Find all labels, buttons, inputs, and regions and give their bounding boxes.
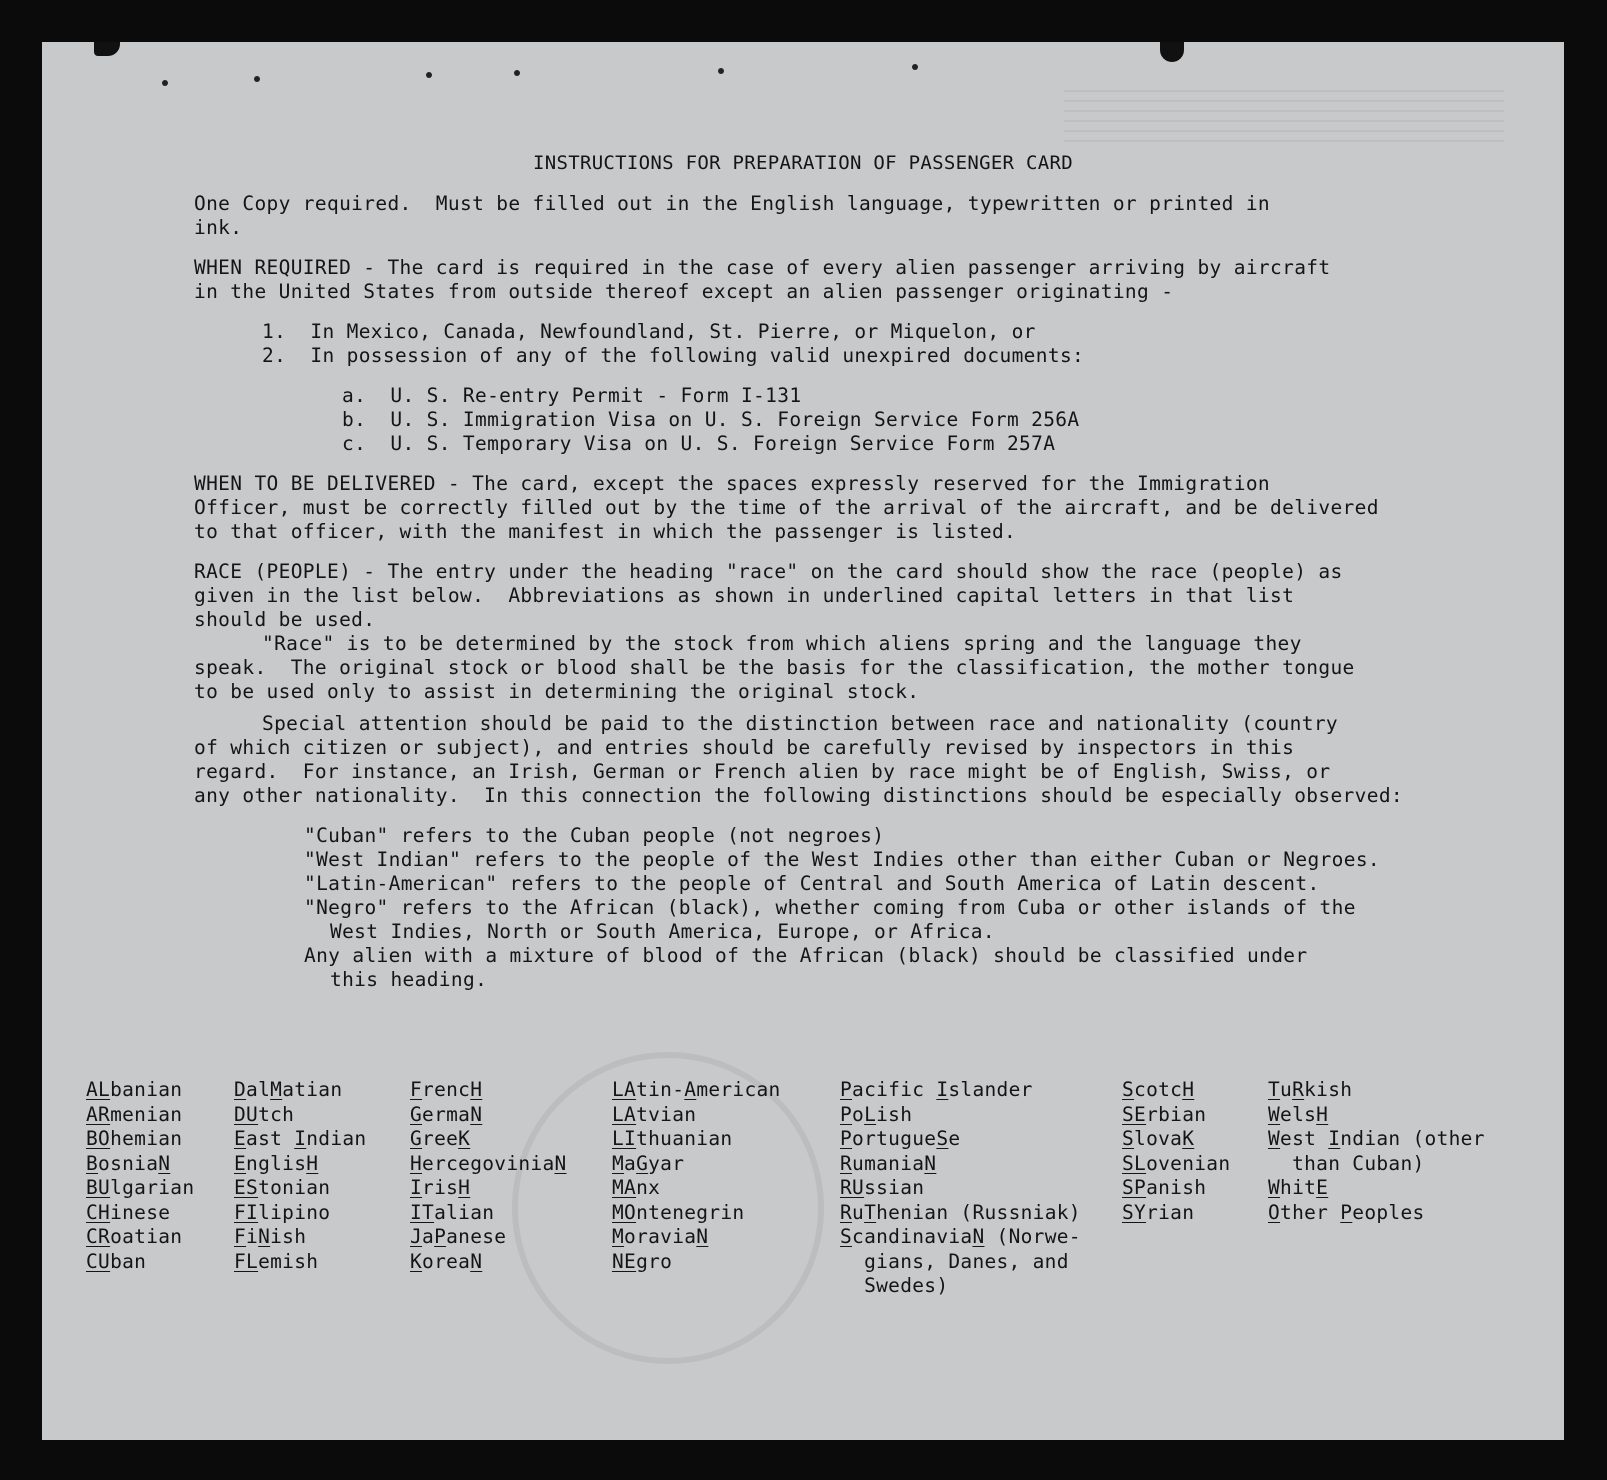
race-text: nx [636,1176,661,1199]
race-text: a [624,1151,637,1175]
race-text: ree [422,1127,459,1150]
text-line: WHEN REQUIRED - The card is required in the case of every alien passenger arriving by aircraft [194,256,1331,279]
race-text: ovenian [1146,1151,1231,1175]
race-abbreviation: LI [612,1127,637,1150]
race-column [840,1078,1081,1299]
text-line: given in the list below. Abbreviations as shown in underlined capital letters in that list [194,584,1295,607]
race-abbreviation: M [612,1151,625,1175]
race-entry [86,1201,194,1226]
race-text: lova [1134,1127,1183,1150]
race-entry [1268,1078,1485,1103]
race-entry [410,1127,567,1152]
race-abbreviation: N [972,1225,985,1248]
race-abbreviation: S [936,1127,949,1150]
punch-dot [718,68,724,74]
race-abbreviation: W [1268,1127,1281,1150]
race-text: al [246,1078,271,1101]
race-abbreviation: P [840,1127,853,1150]
text-line: "Latin-American" refers to the people of Central and South America of Latin descent. [304,872,1320,895]
race-entry [612,1078,781,1103]
race-entry [410,1250,567,1275]
text-line: 2. In possession of any of the following valid unexpired documents: [262,344,1085,367]
race-entry [234,1176,366,1201]
race-text: ther [1280,1200,1341,1224]
race-text: oravia [624,1225,697,1248]
race-entry [1268,1103,1485,1128]
race-text: u [1280,1078,1293,1101]
race-entry [1268,1201,1485,1226]
race-text: candinavia [852,1225,973,1248]
race-text: inese [110,1200,171,1224]
race-column [1268,1078,1485,1225]
race-text: erma [422,1102,471,1126]
text-line: c. U. S. Temporary Visa on U. S. Foreign Service Form 257A [342,432,1056,455]
race-text: gians, Danes, and [840,1249,1069,1273]
race-entry [840,1201,1081,1226]
race-abbreviation: SL [1122,1151,1147,1175]
race-entry [840,1274,1081,1299]
text-line: "Negro" refers to the African (black), whether coming from Cuba or other islands of the [304,896,1356,919]
race-text: cotc [1134,1078,1183,1101]
race-entry [86,1103,194,1128]
race-abbreviation: H [306,1151,319,1175]
race-abbreviation: E [1316,1176,1329,1199]
race-abbreviation: MO [612,1200,637,1224]
race-entry [234,1225,366,1250]
race-abbreviation: H [410,1151,423,1175]
race-text: rbian [1146,1102,1207,1126]
race-abbreviation: H [458,1176,471,1199]
race-abbreviation: N [696,1225,709,1248]
race-abbreviation: LA [612,1102,637,1126]
race-entry [234,1201,366,1226]
race-abbreviation: A [684,1078,697,1101]
punch-dot [912,64,918,70]
text-line: Special attention should be paid to the distinction between race and nationality (country [262,712,1339,735]
race-abbreviation: BO [86,1127,111,1150]
race-entry [86,1250,194,1275]
race-text: banian [110,1078,183,1101]
race-text: emish [258,1249,319,1273]
race-text: gro [636,1249,673,1273]
text-line: to be used only to assist in determining the original stock. [194,680,920,703]
race-text: ndian (other [1340,1127,1485,1150]
race-abbreviation: G [410,1102,423,1126]
race-entry [840,1225,1081,1250]
race-column [612,1078,781,1274]
race-abbreviation: NE [612,1249,637,1273]
race-abbreviation: CU [86,1249,111,1273]
race-abbreviation: M [270,1078,283,1101]
race-entry [612,1250,781,1275]
race-abbreviation: E [234,1127,247,1150]
text-line: in the United States from outside thereof except an alien passenger originating - [194,280,1174,303]
race-entry [410,1152,567,1177]
race-column [1122,1078,1230,1225]
race-abbreviation: FL [234,1249,259,1273]
race-abbreviation: SE [1122,1102,1147,1126]
race-text: ntenegrin [636,1200,745,1224]
race-column [86,1078,194,1274]
race-text: oatian [110,1225,183,1248]
race-text: anish [1146,1176,1207,1199]
text-line: ink. [194,216,243,239]
race-entry [840,1250,1081,1275]
text-line: Officer, must be correctly filled out by the time of the arrival of the aircraft, and be delivered [194,496,1379,519]
race-entry [410,1078,567,1103]
race-abbreviation: AR [86,1102,111,1126]
text-line: One Copy required. Must be filled out in the English language, typewritten or printed in [194,192,1271,215]
race-text: atian [282,1078,343,1101]
race-text: menian [110,1102,183,1126]
race-abbreviation: K [458,1127,471,1150]
race-abbreviation: G [410,1127,423,1150]
race-text: ris [422,1176,459,1199]
race-entry [1122,1103,1230,1128]
race-entry [234,1078,366,1103]
race-abbreviation: IT [410,1200,435,1224]
text-line: "Race" is to be determined by the stock from which aliens spring and the language they [262,632,1302,655]
race-abbreviation: R [840,1151,853,1175]
punch-dot [514,70,520,76]
race-abbreviation: BU [86,1176,111,1199]
race-entry [1268,1152,1485,1177]
race-text: alian [434,1200,495,1224]
race-abbreviation: L [864,1102,877,1126]
text-line: this heading. [330,968,488,991]
race-text: Swedes) [840,1274,949,1297]
race-text: est [1280,1127,1329,1150]
race-entry [86,1176,194,1201]
race-text: acific [852,1078,937,1101]
bleed-through-text [1064,82,1504,142]
race-text: ish [876,1102,913,1126]
race-abbreviation: K [1182,1127,1195,1150]
race-text: yar [648,1151,685,1175]
text-line: 1. In Mexico, Canada, Newfoundland, St. Pierre, or Miquelon, or [262,320,1036,343]
race-abbreviation: D [234,1078,247,1101]
race-text: ssian [864,1176,925,1199]
race-entry [840,1103,1081,1128]
race-abbreviation: CH [86,1200,111,1224]
race-entry [612,1225,781,1250]
race-text: els [1280,1102,1317,1126]
ink-blot [1160,42,1184,62]
text-line: to that officer, with the manifest in which the passenger is listed. [194,520,1017,543]
race-abbreviation: B [86,1151,99,1175]
race-abbreviation: S [1122,1127,1135,1150]
race-entry [840,1127,1081,1152]
race-text: hit [1280,1176,1317,1199]
text-line: should be used. [194,608,376,631]
race-abbreviation: N [470,1249,483,1273]
race-text: ercegovinia [422,1151,555,1175]
race-entry [86,1078,194,1103]
race-abbreviation: CR [86,1225,111,1248]
race-abbreviation: R [840,1200,853,1224]
race-abbreviation: S [1122,1078,1135,1101]
race-text: u [852,1200,865,1224]
race-abbreviation: H [470,1078,483,1101]
race-entry [840,1176,1081,1201]
race-text: i [246,1225,259,1248]
race-abbreviation: SP [1122,1176,1147,1199]
text-line: speak. The original stock or blood shall be the basis for the classification, the mother tongue [194,656,1355,679]
race-abbreviation: RU [840,1176,865,1199]
race-text: thuanian [636,1127,733,1150]
text-line: b. U. S. Immigration Visa on U. S. Foreign Service Form 256A [342,408,1080,431]
race-text: renc [422,1078,471,1101]
race-abbreviation: J [410,1225,423,1248]
race-list [42,1078,1564,1328]
text-line: "Cuban" refers to the Cuban people (not negroes) [304,824,885,847]
race-entry [1122,1127,1230,1152]
race-abbreviation: M [612,1225,625,1248]
text-line: regard. For instance, an Irish, German or French alien by race might be of English, Swiss, or [194,760,1331,783]
race-text: ban [110,1249,147,1273]
race-entry [86,1152,194,1177]
race-abbreviation: N [554,1151,567,1175]
race-entry [234,1152,366,1177]
race-abbreviation: I [294,1127,307,1150]
text-line: of which citizen or subject), and entries should be carefully revised by inspectors in this [194,736,1295,759]
race-abbreviation: R [1292,1078,1305,1101]
race-text: ast [246,1127,295,1150]
race-text: a [422,1225,435,1248]
race-abbreviation: SY [1122,1200,1147,1224]
race-entry [1122,1201,1230,1226]
race-abbreviation: N [470,1102,483,1126]
race-abbreviation: P [840,1102,853,1126]
race-entry [1122,1176,1230,1201]
race-entry [612,1176,781,1201]
race-text: osnia [98,1151,159,1175]
race-abbreviation: H [1182,1078,1195,1101]
race-text: ortugue [852,1127,937,1150]
race-entry [234,1250,366,1275]
race-entry [234,1127,366,1152]
race-entry [410,1201,567,1226]
race-abbreviation: O [1268,1200,1281,1224]
race-abbreviation: F [234,1225,247,1248]
race-abbreviation: P [1340,1200,1353,1224]
race-abbreviation: H [1316,1102,1329,1126]
race-text: ndian [306,1127,367,1150]
text-line: Any alien with a mixture of blood of the African (black) should be classified under [304,944,1308,967]
text-line: RACE (PEOPLE) - The entry under the heading "race" on the card should show the race (people) as [194,560,1343,583]
text-line: "West Indian" refers to the people of the West Indies other than either Cuban or Negroes. [304,848,1381,871]
race-abbreviation: N [924,1151,937,1175]
race-text: lgarian [110,1176,195,1199]
race-text: henian (Russniak) [876,1200,1081,1224]
race-entry [1268,1127,1485,1152]
race-text: anese [446,1225,507,1248]
race-text: hemian [110,1127,183,1150]
text-line: a. U. S. Re-entry Permit - Form I-131 [342,384,802,407]
race-abbreviation: G [636,1151,649,1175]
race-text: umania [852,1151,925,1175]
race-text: e [948,1127,961,1150]
race-text: kish [1304,1078,1353,1101]
race-abbreviation: DU [234,1102,259,1126]
race-entry [410,1176,567,1201]
race-entry [410,1103,567,1128]
race-text: tin- [636,1078,685,1101]
race-abbreviation: AL [86,1078,111,1101]
race-text: nglis [246,1151,307,1175]
race-abbreviation: LA [612,1078,637,1101]
race-abbreviation: T [1268,1078,1281,1101]
race-entry [612,1103,781,1128]
race-abbreviation: K [410,1249,423,1273]
race-abbreviation: I [936,1078,949,1101]
race-abbreviation: N [258,1225,271,1248]
race-abbreviation: MA [612,1176,637,1199]
race-text: tvian [636,1102,697,1126]
race-entry [86,1127,194,1152]
punch-dot [162,80,168,86]
race-column [410,1078,567,1274]
race-abbreviation: ES [234,1176,259,1199]
race-entry [840,1078,1081,1103]
ink-blot [94,42,120,56]
race-entry [1122,1078,1230,1103]
race-abbreviation: W [1268,1102,1281,1126]
race-text: ish [270,1225,307,1248]
race-abbreviation: S [840,1225,853,1248]
race-entry [234,1103,366,1128]
race-abbreviation: T [864,1200,877,1224]
punch-dot [426,72,432,78]
text-line: any other nationality. In this connection the following distinctions should be especially observed: [194,784,1403,807]
text-line: West Indies, North or South America, Europe, or Africa. [330,920,995,943]
race-text: (Norwe- [984,1225,1081,1248]
race-entry [840,1152,1081,1177]
race-text: tonian [258,1176,331,1199]
race-entry [1122,1152,1230,1177]
race-abbreviation: FI [234,1200,259,1224]
race-text: o [852,1102,865,1126]
race-entry [410,1225,567,1250]
race-column [234,1078,366,1274]
race-abbreviation: N [158,1151,171,1175]
race-text: merican [696,1078,781,1101]
punch-dot [254,76,260,82]
race-text: slander [948,1078,1033,1101]
race-abbreviation: P [434,1225,447,1248]
race-abbreviation: W [1268,1176,1281,1199]
race-entry [1268,1176,1485,1201]
race-text: than Cuban) [1268,1151,1425,1175]
race-text: orea [422,1249,471,1273]
race-abbreviation: I [1328,1127,1341,1150]
race-text: lipino [258,1200,331,1224]
race-abbreviation: I [410,1176,423,1199]
race-text: eoples [1352,1200,1425,1224]
race-entry [612,1152,781,1177]
race-entry [612,1127,781,1152]
race-abbreviation: F [410,1078,423,1101]
race-abbreviation: E [234,1151,247,1175]
race-text: rian [1146,1200,1195,1224]
page-title: INSTRUCTIONS FOR PREPARATION OF PASSENGER CARD [533,152,1073,174]
race-text: tch [258,1102,295,1126]
race-abbreviation: P [840,1078,853,1101]
race-entry [612,1201,781,1226]
document-page [42,42,1564,1440]
text-line: WHEN TO BE DELIVERED - The card, except the spaces expressly reserved for the Immigration [194,472,1271,495]
race-entry [86,1225,194,1250]
